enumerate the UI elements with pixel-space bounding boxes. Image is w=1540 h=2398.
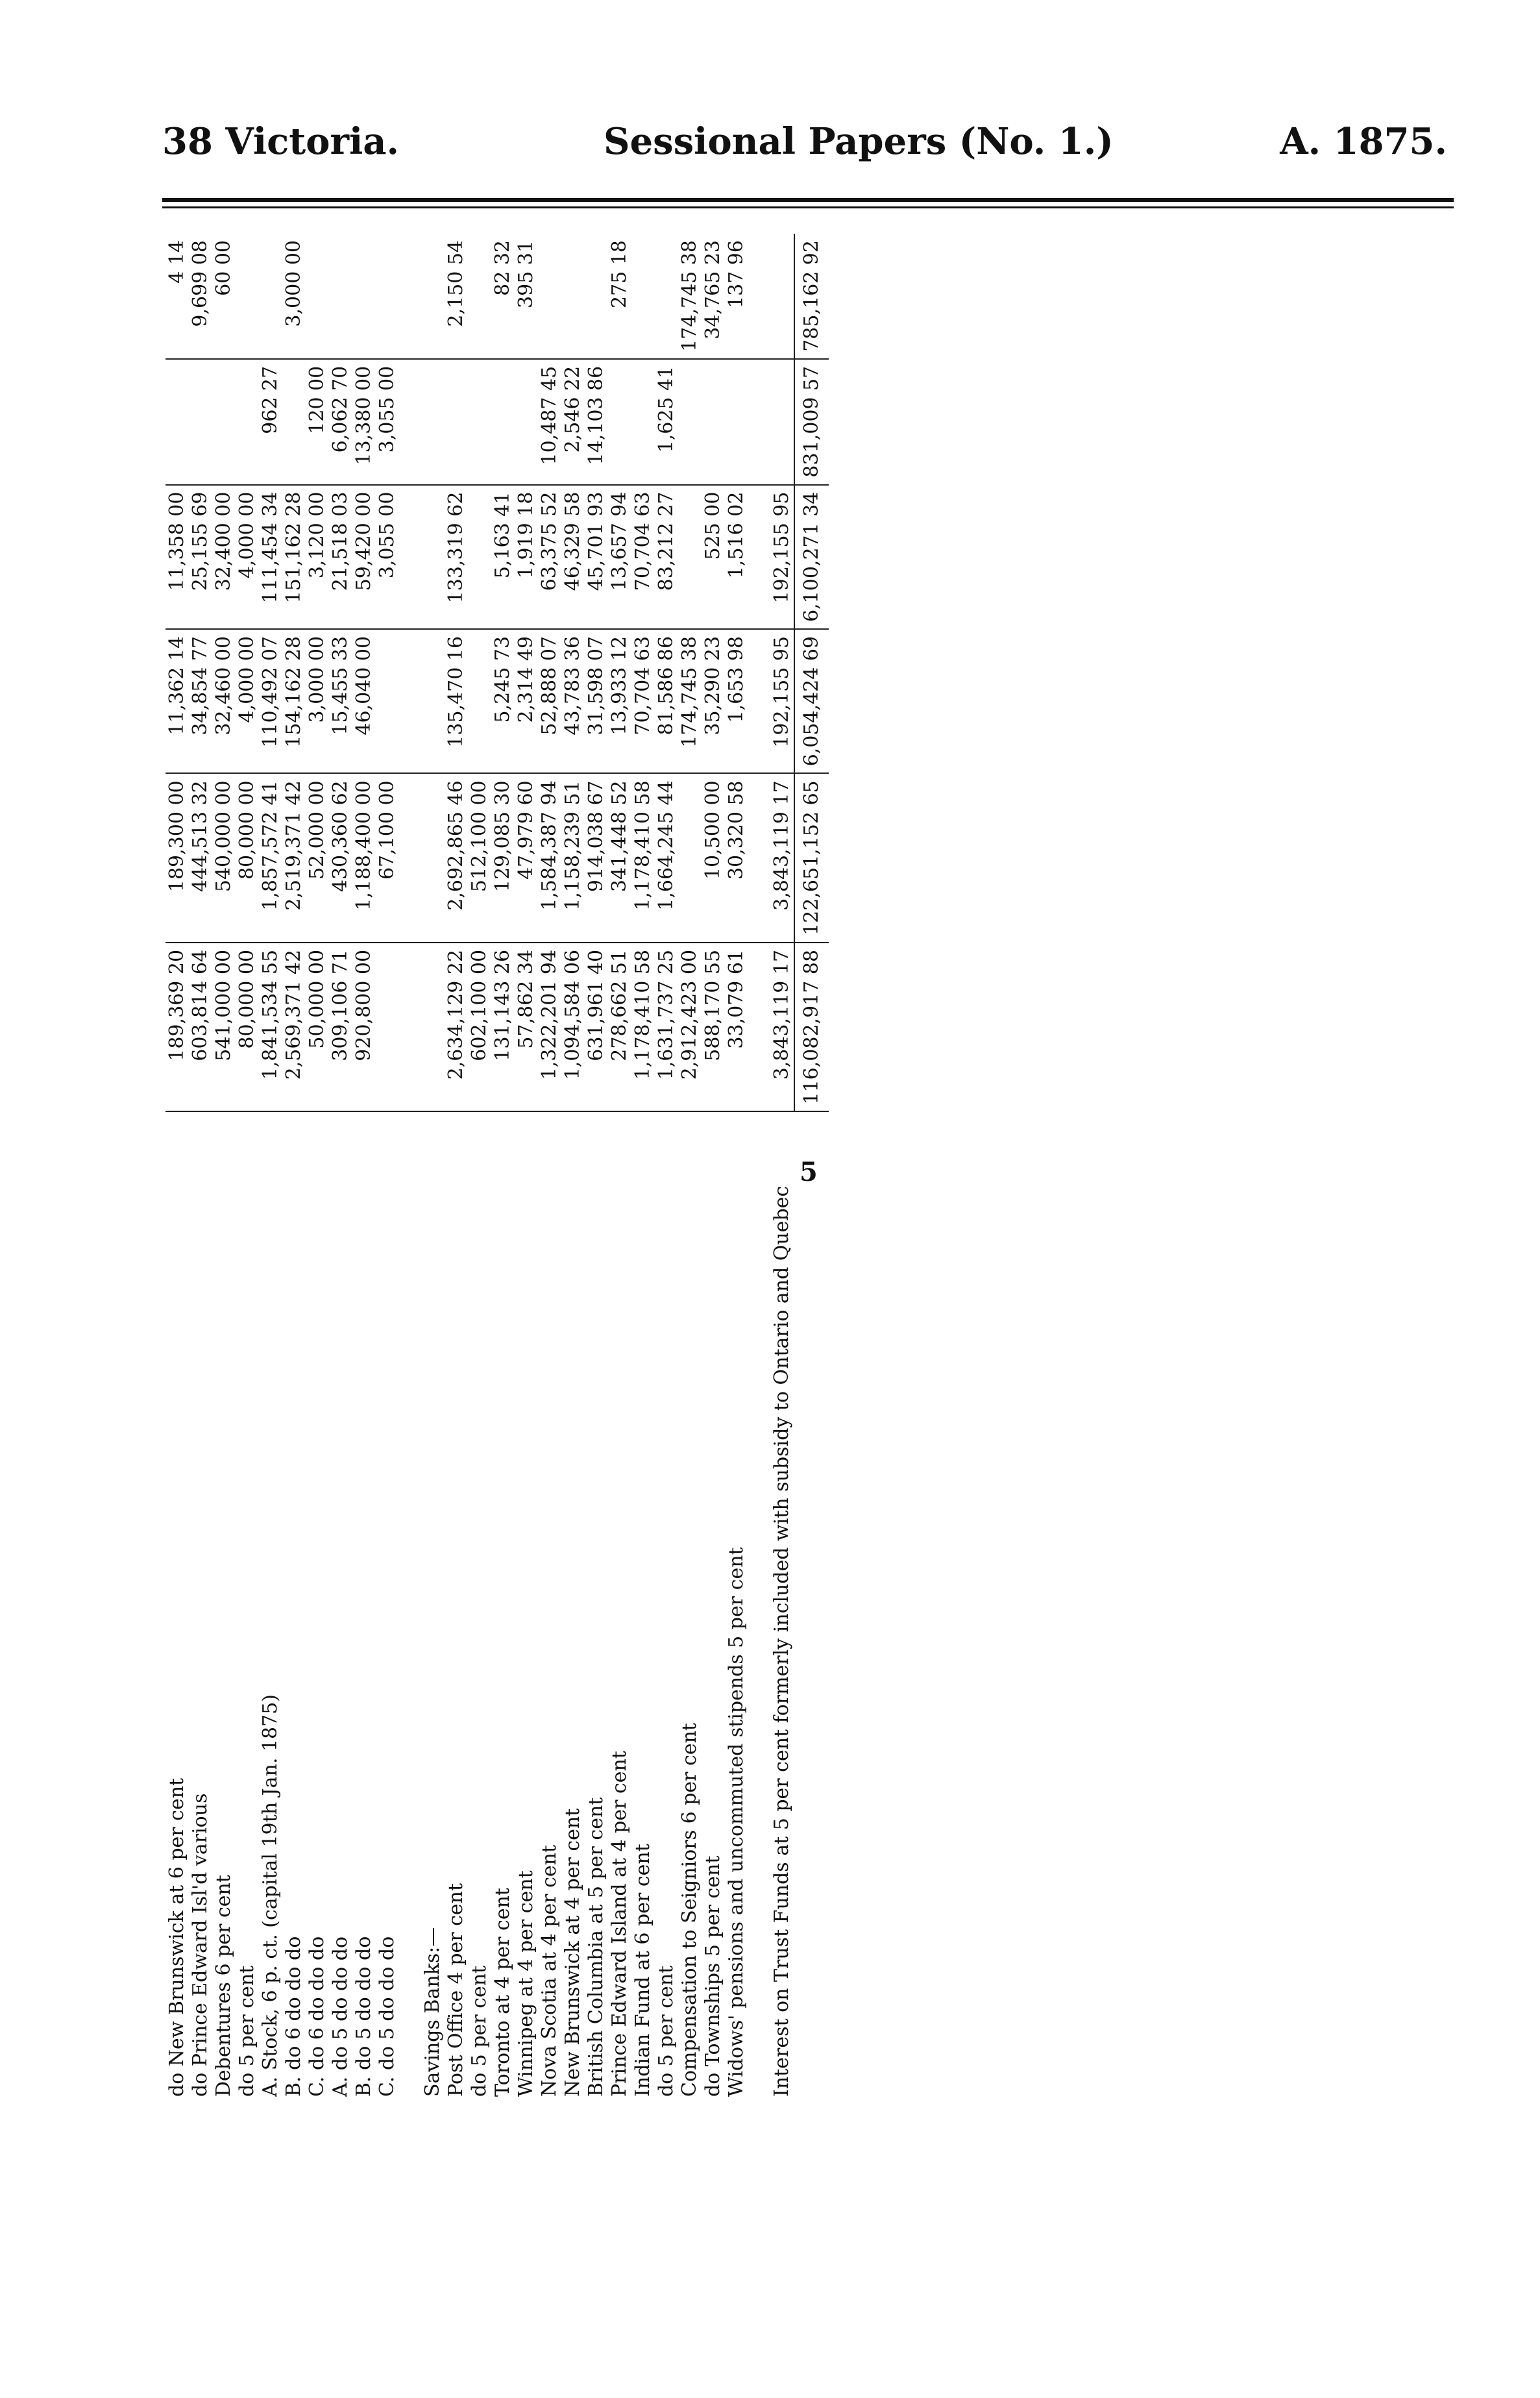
cell-c1: 57,862 34	[515, 943, 538, 1112]
row-label: Debentures 6 per cent	[212, 1875, 235, 2097]
cell-c4	[421, 485, 445, 629]
cell-c2: 80,000 00	[236, 773, 259, 943]
row-label: Toronto at 4 per cent	[491, 1888, 514, 2097]
table-row	[770, 234, 794, 2103]
table-row	[329, 234, 352, 2103]
cell-c6: 2,150 54	[445, 234, 468, 359]
total-c6: 785,162 92	[794, 234, 829, 359]
cell-c1: 920,800 00	[352, 943, 376, 1112]
row-label: C. do 5 do do do	[376, 1936, 398, 2097]
cell-c4: 192,155 95	[770, 485, 794, 629]
table-row	[399, 234, 421, 2103]
row-label: do Townships 5 per cent	[702, 1855, 724, 2097]
cell-c2: 341,448 52	[608, 773, 631, 943]
cell-c3: 174,745 38	[678, 629, 702, 773]
cell-c5	[399, 359, 421, 485]
table-row	[491, 234, 515, 2103]
row-label: Widows' pensions and uncommuted stipends 5 per cent	[725, 1547, 748, 2097]
cell-c2: 540,000 00	[212, 773, 236, 943]
cell-c6	[655, 234, 678, 359]
cell-c4: 63,375 52	[538, 485, 561, 629]
table-row	[189, 234, 212, 2103]
cell-c4: 133,319 62	[445, 485, 468, 629]
cell-c6: 34,765 23	[702, 234, 725, 359]
cell-c2: 1,664,245 44	[655, 773, 678, 943]
cell-c6	[399, 234, 421, 359]
cell-c2: 30,320 58	[725, 773, 748, 943]
cell-c3: 3,000 00	[306, 629, 329, 773]
page-header	[162, 120, 1460, 172]
row-label: C. do 6 do do do	[306, 1936, 328, 2097]
cell-c1: 2,634,129 22	[445, 943, 468, 1112]
cell-c5: 2,546 22	[561, 359, 585, 485]
cell-c1	[748, 943, 770, 1112]
cell-c1: 2,912,423 00	[678, 943, 702, 1112]
cell-c2: 47,979 60	[515, 773, 538, 943]
row-label: Compensation to Seigniors 6 per cent	[678, 1723, 701, 2097]
cell-c1	[376, 943, 399, 1112]
cell-c3: 2,314 49	[515, 629, 538, 773]
table-row	[631, 234, 655, 2103]
cell-c6	[770, 234, 794, 359]
cell-c4: 13,657 94	[608, 485, 631, 629]
cell-c3: 70,704 63	[631, 629, 655, 773]
row-label: A. do 5 do do do	[329, 1936, 352, 2097]
cell-c4	[399, 485, 421, 629]
cell-c4: 5,163 41	[491, 485, 515, 629]
cell-c4: 59,420 00	[352, 485, 376, 629]
cell-c2: 2,519,371 42	[282, 773, 306, 943]
table-row	[421, 234, 445, 2103]
row-label: Nova Scotia at 4 per cent	[538, 1844, 561, 2097]
cell-c5	[282, 359, 306, 485]
table-row	[678, 234, 702, 2103]
row-label: do 5 per cent	[468, 1965, 491, 2097]
cell-c6	[631, 234, 655, 359]
cell-c6	[561, 234, 585, 359]
cell-c6	[538, 234, 561, 359]
cell-c6	[306, 234, 329, 359]
row-label: Interest on Trust Funds at 5 per cent formerly included with subsidy to Ontario and Quebec	[770, 1185, 793, 2097]
cell-c6: 174,745 38	[678, 234, 702, 359]
cell-c3: 13,933 12	[608, 629, 631, 773]
cell-c4: 11,358 00	[165, 485, 189, 629]
row-label: A. Stock, 6 p. ct. (capital 19th Jan. 1875)	[259, 1694, 282, 2097]
cell-c3: 52,888 07	[538, 629, 561, 773]
cell-c2: 914,038 67	[585, 773, 608, 943]
cell-c5	[165, 359, 189, 485]
row-label: British Columbia at 5 per cent	[585, 1797, 607, 2097]
cell-c3: 1,653 98	[725, 629, 748, 773]
header-session: 38 Victoria.	[162, 120, 400, 163]
table-row	[376, 234, 399, 2103]
cell-c1: 2,569,371 42	[282, 943, 306, 1112]
cell-c3: 46,040 00	[352, 629, 376, 773]
header-title: Sessional Papers (No. 1.)	[604, 120, 1114, 163]
cell-c6	[352, 234, 376, 359]
cell-c3: 154,162 28	[282, 629, 306, 773]
row-label: Savings Banks:—	[421, 1927, 444, 2097]
total-c5: 831,009 57	[794, 359, 829, 485]
table-row	[725, 234, 748, 2103]
cell-c6	[329, 234, 352, 359]
cell-c5	[212, 359, 236, 485]
row-label: do 5 per cent	[236, 1965, 258, 2097]
row-label: B. do 5 do do do	[352, 1936, 375, 2097]
cell-c1: 278,662 51	[608, 943, 631, 1112]
total-c4: 6,100,271 34	[794, 485, 829, 629]
table-body	[165, 234, 829, 2103]
cell-c6: 395 31	[515, 234, 538, 359]
cell-c4	[678, 485, 702, 629]
cell-c5: 1,625 41	[655, 359, 678, 485]
cell-c5	[189, 359, 212, 485]
total-c3: 6,054,424 69	[794, 629, 829, 773]
cell-c6	[585, 234, 608, 359]
table-row	[608, 234, 631, 2103]
table-row	[468, 234, 491, 2103]
cell-c2: 1,158,239 51	[561, 773, 585, 943]
cell-c4: 32,400 00	[212, 485, 236, 629]
cell-c5	[770, 359, 794, 485]
cell-c2	[421, 773, 445, 943]
cell-c1: 1,841,534 55	[259, 943, 282, 1112]
table-row	[445, 234, 468, 2103]
cell-c4	[468, 485, 491, 629]
cell-c4: 151,162 28	[282, 485, 306, 629]
row-label: do New Brunswick at 6 per cent	[165, 1777, 188, 2097]
cell-c6: 60 00	[212, 234, 236, 359]
cell-c2: 1,584,387 94	[538, 773, 561, 943]
cell-c5	[421, 359, 445, 485]
cell-c4: 83,212 27	[655, 485, 678, 629]
cell-c4: 25,155 69	[189, 485, 212, 629]
cell-c3: 43,783 36	[561, 629, 585, 773]
cell-c5	[236, 359, 259, 485]
cell-c3: 31,598 07	[585, 629, 608, 773]
cell-c2: 512,100 00	[468, 773, 491, 943]
cell-c3: 135,470 16	[445, 629, 468, 773]
cell-c1: 603,814 64	[189, 943, 212, 1112]
cell-c5: 3,055 00	[376, 359, 399, 485]
cell-c2	[748, 773, 770, 943]
table-row	[165, 234, 189, 2103]
row-label: Prince Edward Island at 4 per cent	[608, 1751, 631, 2097]
cell-c3	[399, 629, 421, 773]
cell-c3	[376, 629, 399, 773]
cell-c1: 80,000 00	[236, 943, 259, 1112]
cell-c4: 3,120 00	[306, 485, 329, 629]
cell-c4: 45,701 93	[585, 485, 608, 629]
cell-c2: 1,188,400 00	[352, 773, 376, 943]
table-row	[748, 234, 770, 2103]
cell-c1: 33,079 61	[725, 943, 748, 1112]
row-label: do Prince Edward Isl'd various	[189, 1793, 212, 2097]
header-rule-thick	[162, 198, 1454, 202]
cell-c5	[631, 359, 655, 485]
table-row	[538, 234, 561, 2103]
cell-c5	[702, 359, 725, 485]
cell-c1: 588,170 55	[702, 943, 725, 1112]
cell-c1: 189,369 20	[165, 943, 189, 1112]
cell-c5	[608, 359, 631, 485]
cell-c2: 129,085 30	[491, 773, 515, 943]
rotated-table-block	[165, 234, 996, 2103]
row-label: B. do 6 do do do	[282, 1936, 305, 2097]
cell-c1	[421, 943, 445, 1112]
cell-c3: 192,155 95	[770, 629, 794, 773]
cell-c3: 35,290 23	[702, 629, 725, 773]
cell-c4: 1,919 18	[515, 485, 538, 629]
cell-c6: 82 32	[491, 234, 515, 359]
totals-label	[794, 1112, 829, 2104]
header-rule-thin	[162, 206, 1454, 208]
row-label: do 5 per cent	[655, 1965, 678, 2097]
table-row	[259, 234, 282, 2103]
row-label	[748, 1112, 770, 2104]
interest-table	[165, 234, 829, 2103]
cell-c5	[678, 359, 702, 485]
cell-c3: 32,460 00	[212, 629, 236, 773]
table-row	[282, 234, 306, 2103]
cell-c4: 4,000 00	[236, 485, 259, 629]
table-row	[352, 234, 376, 2103]
cell-c4: 3,055 00	[376, 485, 399, 629]
cell-c2: 10,500 00	[702, 773, 725, 943]
cell-c3: 4,000 00	[236, 629, 259, 773]
cell-c5: 14,103 86	[585, 359, 608, 485]
cell-c2: 430,360 62	[329, 773, 352, 943]
cell-c5	[725, 359, 748, 485]
cell-c2: 1,857,572 41	[259, 773, 282, 943]
cell-c5	[748, 359, 770, 485]
cell-c6	[421, 234, 445, 359]
cell-c2: 3,843,119 17	[770, 773, 794, 943]
cell-c5: 962 27	[259, 359, 282, 485]
margin-mark: 5	[800, 1157, 818, 1187]
cell-c2: 52,000 00	[306, 773, 329, 943]
cell-c1: 541,000 00	[212, 943, 236, 1112]
table-row	[585, 234, 608, 2103]
cell-c6	[236, 234, 259, 359]
cell-c4	[748, 485, 770, 629]
cell-c5: 13,380 00	[352, 359, 376, 485]
cell-c1: 309,106 71	[329, 943, 352, 1112]
cell-c6: 9,699 08	[189, 234, 212, 359]
cell-c1: 50,000 00	[306, 943, 329, 1112]
cell-c1: 1,094,584 06	[561, 943, 585, 1112]
cell-c5: 120 00	[306, 359, 329, 485]
cell-c3: 81,586 86	[655, 629, 678, 773]
cell-c1: 1,631,737 25	[655, 943, 678, 1112]
cell-c1: 131,143 26	[491, 943, 515, 1112]
table-row	[702, 234, 725, 2103]
cell-c6: 3,000 00	[282, 234, 306, 359]
cell-c5	[445, 359, 468, 485]
cell-c4: 46,329 58	[561, 485, 585, 629]
cell-c5: 10,487 45	[538, 359, 561, 485]
cell-c2	[399, 773, 421, 943]
cell-c3	[748, 629, 770, 773]
cell-c5	[468, 359, 491, 485]
cell-c4: 111,454 34	[259, 485, 282, 629]
table-row	[306, 234, 329, 2103]
cell-c2: 67,100 00	[376, 773, 399, 943]
row-label	[399, 1112, 421, 2104]
cell-c6: 137 96	[725, 234, 748, 359]
cell-c1: 602,100 00	[468, 943, 491, 1112]
cell-c6: 275 18	[608, 234, 631, 359]
row-label: Indian Fund at 6 per cent	[631, 1844, 654, 2097]
cell-c1: 1,178,410 58	[631, 943, 655, 1112]
total-c1: 116,082,917 88	[794, 943, 829, 1112]
cell-c2	[678, 773, 702, 943]
table-row	[236, 234, 259, 2103]
cell-c4: 525 00	[702, 485, 725, 629]
cell-c3: 110,492 07	[259, 629, 282, 773]
row-label: Winnipeg at 4 per cent	[515, 1870, 537, 2097]
cell-c4: 21,518 03	[329, 485, 352, 629]
cell-c6	[259, 234, 282, 359]
cell-c2: 189,300 00	[165, 773, 189, 943]
cell-c3	[468, 629, 491, 773]
cell-c3	[421, 629, 445, 773]
table-row	[655, 234, 678, 2103]
row-label: New Brunswick at 4 per cent	[561, 1808, 584, 2097]
cell-c4: 70,704 63	[631, 485, 655, 629]
cell-c5	[491, 359, 515, 485]
cell-c3: 15,455 33	[329, 629, 352, 773]
table-row	[561, 234, 585, 2103]
cell-c5: 6,062 70	[329, 359, 352, 485]
cell-c1	[399, 943, 421, 1112]
row-label: Post Office 4 per cent	[445, 1883, 467, 2097]
cell-c1: 631,961 40	[585, 943, 608, 1112]
table-row	[212, 234, 236, 2103]
cell-c2: 2,692,865 46	[445, 773, 468, 943]
header-year: A. 1875.	[1280, 120, 1447, 163]
cell-c4: 1,516 02	[725, 485, 748, 629]
cell-c2: 444,513 32	[189, 773, 212, 943]
total-c2: 122,651,152 65	[794, 773, 829, 943]
cell-c1: 3,843,119 17	[770, 943, 794, 1112]
cell-c3: 34,854 77	[189, 629, 212, 773]
cell-c6	[468, 234, 491, 359]
table-row	[515, 234, 538, 2103]
cell-c6: 4 14	[165, 234, 189, 359]
cell-c3: 11,362 14	[165, 629, 189, 773]
cell-c6	[376, 234, 399, 359]
cell-c2: 1,178,410 58	[631, 773, 655, 943]
cell-c1: 1,322,201 94	[538, 943, 561, 1112]
cell-c3: 5,245 73	[491, 629, 515, 773]
cell-c6	[748, 234, 770, 359]
cell-c5	[515, 359, 538, 485]
